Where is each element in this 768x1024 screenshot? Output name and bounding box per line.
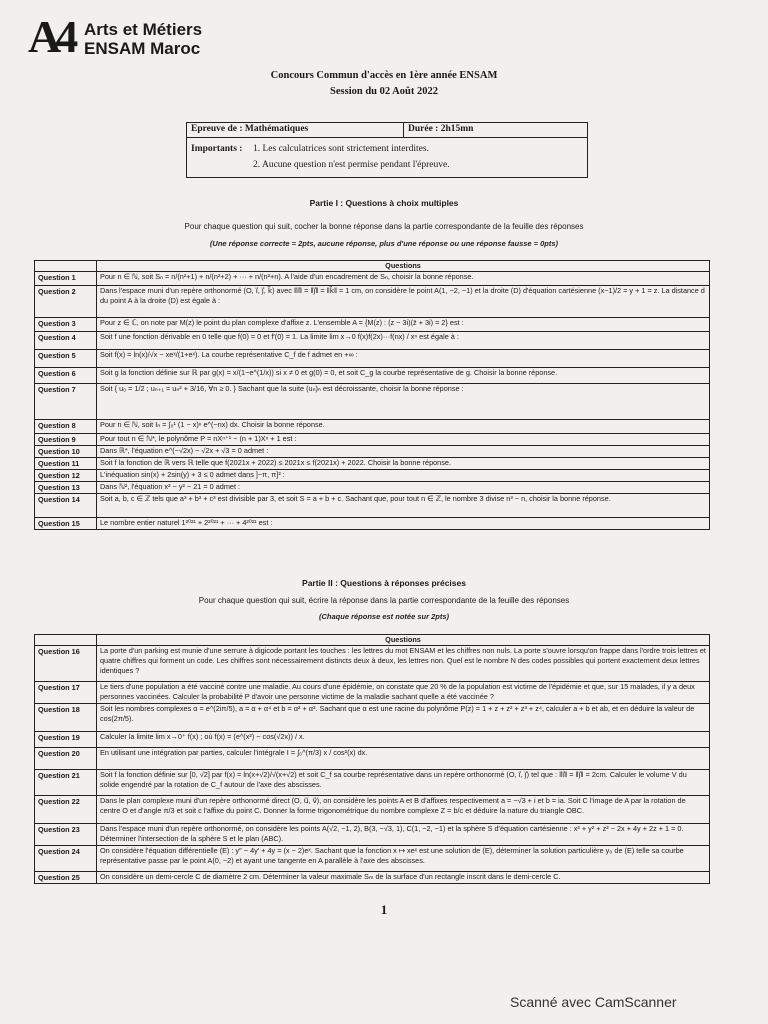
question-row <box>35 482 710 494</box>
logo-line2: ENSAM Maroc <box>84 39 201 58</box>
question-label: Question 18 <box>35 704 97 732</box>
question-row <box>35 458 710 470</box>
question-text: L'inéquation sin(x) + 2sin(y) + 3 ≤ 0 admet dans ]−π, π]² : <box>97 470 710 482</box>
question-row <box>35 446 710 458</box>
question-text: Pour z ∈ ℂ, on note par M(z) le point du plan complexe d'affixe z. L'ensemble A = {M(z) : (z − 3i)(z̄ + 3i) = 2} est : <box>97 318 710 332</box>
question-row <box>35 748 710 770</box>
question-text: Pour n ∈ ℕ, soit Iₙ = ∫₀¹ (1 − x)ⁿ e^(−nx) dx. Choisir la bonne réponse. <box>97 420 710 434</box>
question-row <box>35 318 710 332</box>
ensam-logo <box>28 11 258 62</box>
question-row <box>35 846 710 872</box>
question-label: Question 10 <box>35 446 97 458</box>
question-row <box>35 286 710 318</box>
question-label: Question 25 <box>35 872 97 884</box>
question-row <box>35 518 710 530</box>
question-text: En utilisant une intégration par parties, calculer l'intégrale I = ∫₀^(π/3) x / cos²(x) dx. <box>97 748 710 770</box>
logo-line1: Arts et Métiers <box>84 20 203 39</box>
part2-title: Partie II : Questions à réponses précises <box>302 578 466 588</box>
camscanner-footer: Scanné avec CamScanner <box>510 994 677 1010</box>
question-label: Question 8 <box>35 420 97 434</box>
question-row <box>35 796 710 824</box>
question-text: Soit f la fonction de ℝ vers ℝ telle que f(2021x + 2022) ≤ 2021x ≤ f(2021x) + 2022. Choisir la bonne réponse. <box>97 458 710 470</box>
rule-2: 2. Aucune question n'est permise pendant l'épreuve. <box>253 160 450 170</box>
question-text: Dans ℕ², l'équation x² − y² − 21 = 0 admet : <box>97 482 710 494</box>
question-label: Question 16 <box>35 646 97 682</box>
question-label: Question 14 <box>35 494 97 518</box>
part1-instruction: Pour chaque question qui suit, cocher la bonne réponse dans la partie correspondante de la feuille des réponses <box>184 222 584 231</box>
question-row <box>35 332 710 350</box>
part2-table-header: Questions <box>97 635 710 646</box>
question-label: Question 1 <box>35 272 97 286</box>
question-label: Question 3 <box>35 318 97 332</box>
question-row <box>35 420 710 434</box>
question-row <box>35 682 710 704</box>
epreuve-label: Epreuve de : Mathématiques <box>187 123 404 137</box>
question-label: Question 20 <box>35 748 97 770</box>
page-number: 1 <box>380 902 388 917</box>
question-text: Soit g la fonction définie sur ℝ par g(x) = x/(1−e^(1/x)) si x ≠ 0 et g(0) = 0, et soit C_g la courbe représentative de g. Choisir la bonne réponse. <box>97 368 710 384</box>
question-label: Question 15 <box>35 518 97 530</box>
part1-questions-table <box>34 260 710 530</box>
question-row <box>35 732 710 748</box>
question-label: Question 12 <box>35 470 97 482</box>
question-text: Pour tout n ∈ ℕ*, le polynôme P = nXⁿ⁺¹ − (n + 1)Xⁿ + 1 est : <box>97 434 710 446</box>
duree-label: Durée : 2h15mn <box>408 124 474 134</box>
rule-1: 1. Les calculatrices sont strictement interdites. <box>253 144 429 154</box>
question-row <box>35 434 710 446</box>
part1-scoring: (Une réponse correcte = 2pts, aucune réponse, plus d'une réponse ou une réponse fausse = 0pts) <box>209 239 559 248</box>
question-text: Soit f la fonction définie sur [0, √2] par f(x) = ln(x+√2)/√(x+√2) et soit C_f sa courbe représentative dans un repère orthonormé (O, i⃗, j⃗) tel que : ‖i⃗‖ = ‖j⃗‖ = 2cm. Calculer le volume V du solide engendré par la rotation de C_f autour de l'axe des abscisses. <box>97 770 710 796</box>
question-label: Question 13 <box>35 482 97 494</box>
importants-label: Importants : <box>191 144 243 154</box>
question-row <box>35 272 710 286</box>
question-row <box>35 646 710 682</box>
question-label: Question 19 <box>35 732 97 748</box>
question-text: Dans ℝ*, l'équation e^(−√2x) − √2x + √3 = 0 admet : <box>97 446 710 458</box>
question-text: Dans l'espace muni d'un repère orthonormé (O, i⃗, j⃗, k⃗) avec ‖i⃗‖ = ‖j⃗‖ = ‖k⃗‖ = 1 cm, on considère le point A(1, −2, −1) et la droite (D) d'équation cartésienne (x−1)/2 = y + 1 = z. La distance d du point A à la droite (D) est égale à : <box>97 286 710 318</box>
question-row <box>35 384 710 420</box>
part2-questions-table <box>34 634 710 884</box>
question-row <box>35 470 710 482</box>
question-label: Question 21 <box>35 770 97 796</box>
question-text: Le nombre entier naturel 1²⁰²¹ + 2²⁰²¹ + ··· + 4²⁰²¹ est : <box>97 518 710 530</box>
exam-title: Concours Commun d'accès en 1ère année ENSAM <box>270 70 498 81</box>
question-text: On considère un demi-cercle C de diamètre 2 cm. Déterminer la valeur maximale Sₘ de la surface d'un rectangle inscrit dans le demi-cercle C. <box>97 872 710 884</box>
question-row <box>35 350 710 368</box>
question-label: Question 17 <box>35 682 97 704</box>
question-text: Soit les nombres complexes α = e^(2iπ/5), a = α + α⁴ et b = α² + α³. Sachant que α est une racine du polynôme P(z) = 1 + z + z² + z³ + z⁴, calculer a + b et ab, et en déduire la valeur de cos(2π/5). <box>97 704 710 732</box>
question-text: Le tiers d'une population a été vacciné contre une maladie. Au cours d'une épidémie, on constate que 20 % de la population est victime de l'épidémie et que, sur 15 malades, il y a deux personnes vaccinées. Calculer la probabilité P d'avoir une personne victime de la maladie sachant quelle a été vaccinée ? <box>97 682 710 704</box>
part2-scoring: (Chaque réponse est notée sur 2pts) <box>318 612 450 621</box>
part2-instruction: Pour chaque question qui suit, écrire la réponse dans la partie correspondante de la feuille des réponses <box>198 596 570 605</box>
question-label: Question 5 <box>35 350 97 368</box>
question-row <box>35 824 710 846</box>
part1-title: Partie I : Questions à choix multiples <box>309 198 459 208</box>
question-text: Pour n ∈ ℕ, soit Sₙ = n/(n²+1) + n/(n²+2) + ··· + n/(n²+n). A l'aide d'un encadrement de Sₙ, choisir la bonne réponse. <box>97 272 710 286</box>
question-text: Dans l'espace muni d'un repère orthonormé, on considère les points A(√2, −1, 2), B(3, −√3, 1), C(1, −2, −1) et la sphère S d'équation cartésienne : x² + y² + z² − 2x + 4y + 2z + 1 = 0. Déterminer l'intersection de la sphère S et le plan (ABC). <box>97 824 710 846</box>
question-row <box>35 770 710 796</box>
exam-session: Session du 02 Août 2022 <box>330 86 438 97</box>
exam-info-box <box>186 122 588 178</box>
question-label: Question 7 <box>35 384 97 420</box>
question-label: Question 11 <box>35 458 97 470</box>
question-label: Question 24 <box>35 846 97 872</box>
question-row <box>35 494 710 518</box>
question-row <box>35 368 710 384</box>
question-row <box>35 872 710 884</box>
question-label: Question 9 <box>35 434 97 446</box>
question-text: Soit { u₀ = 1/2 ; uₙ₊₁ = uₙ² + 3/16, ∀n ≥ 0. } Sachant que la suite (uₙ)ₙ est décroissante, choisir la bonne réponse : <box>97 384 710 420</box>
question-text: Soit f une fonction dérivable en 0 telle que f(0) = 0 et f′(0) = 1. La limite lim x→0 f(x)f(2x)···f(nx) / xⁿ est égale à : <box>97 332 710 350</box>
question-label: Question 22 <box>35 796 97 824</box>
question-label: Question 23 <box>35 824 97 846</box>
question-text: On considère l'équation différentielle (E) : y″ − 4y′ + 4y = (x − 2)eˣ. Sachant que la fonction x ↦ xeˣ est une solution de (E), déterminer la solution particulière y₀ de (E) telle sa courbe représentative passe par le point A(0, −2) et ayant une tangente en A parallèle à l'axe des abscisses. <box>97 846 710 872</box>
question-text: Soit f(x) = ln(x)/√x − xeˣ/(1+eˣ). La courbe représentative C_f de f admet en +∞ : <box>97 350 710 368</box>
question-label: Question 4 <box>35 332 97 350</box>
question-text: Soit a, b, c ∈ ℤ tels que a³ + b³ + c³ est divisible par 3, et soit S = a + b + c. Sachant que, pour tout n ∈ ℤ, le nombre 3 divise n³ − n, choisir la bonne réponse. <box>97 494 710 518</box>
question-row <box>35 704 710 732</box>
question-text: La porte d'un parking est munie d'une serrure à digicode portant les touches : les lettres du mot ENSAM et les chiffres non nuls. La porte s'ouvre lorsqu'on frappe dans l'ordre trois lettres et quatre chiffres qui forment un code. Les chiffres sont nécessairement distincts deux à deux, les lettres non. Quel est le nombre N des codes possibles qui portent exactement deux lettres identiques ? <box>97 646 710 682</box>
question-label: Question 2 <box>35 286 97 318</box>
question-text: Calculer la limite lim x→0⁺ f(x) ; où f(x) = (e^(x²) − cos(√2x)) / x. <box>97 732 710 748</box>
part1-table-header: Questions <box>97 261 710 272</box>
question-text: Dans le plan complexe muni d'un repère orthonormé direct (O, u⃗, v⃗), on considère les points A et B d'affixes respectivement a = −√3 + i et b = ia. Soit C l'image de A par la rotation de centre O et d'angle π/3 et soit c l'affixe du point C. Donner la forme trigonométrique du nombre complexe Z = b/c et déduire la nature du triangle OBC. <box>97 796 710 824</box>
question-label: Question 6 <box>35 368 97 384</box>
logo-mark: A4 <box>28 11 73 62</box>
